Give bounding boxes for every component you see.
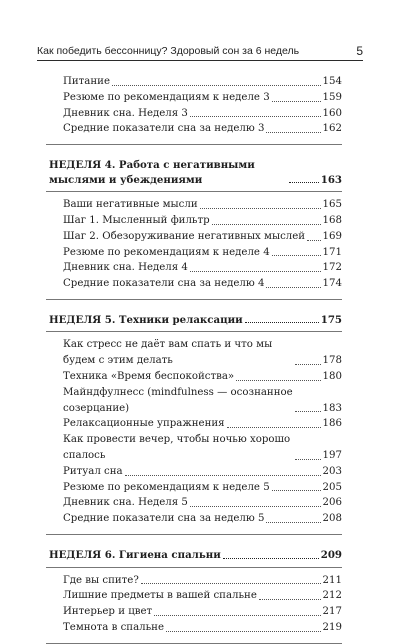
dot-leader bbox=[266, 522, 320, 523]
dot-leader bbox=[112, 85, 321, 86]
toc-entry[interactable]: Техника «Время беспокойства» 180 bbox=[63, 371, 342, 383]
chapter-heading[interactable]: НЕДЕЛЯ 4. Работа с негативными мыслями и убеждениями 163 bbox=[49, 159, 342, 186]
toc-entry[interactable]: Майндфулнесс (mindfulness — осознанное созерцание) 183 bbox=[63, 386, 342, 414]
dot-leader bbox=[295, 459, 321, 460]
book-title: Как победить бессонницу? Здоровый сон за 6 недель bbox=[37, 45, 300, 57]
dot-leader bbox=[266, 287, 320, 288]
toc-section-week-6 bbox=[46, 535, 342, 644]
dot-leader bbox=[190, 506, 321, 507]
dot-leader bbox=[307, 240, 320, 241]
toc-entry[interactable]: Где вы спите? 211 bbox=[63, 574, 342, 586]
dot-leader bbox=[295, 411, 321, 412]
toc-entry[interactable]: Дневник сна. Неделя 3 160 bbox=[63, 107, 342, 119]
toc-entry[interactable]: Резюме по рекомендациям к неделе 5 205 bbox=[63, 481, 342, 493]
dot-leader bbox=[272, 490, 321, 491]
toc-entry[interactable]: Лишние предметы в вашей спальне 212 bbox=[63, 590, 342, 602]
dot-leader bbox=[166, 631, 321, 632]
chapter-heading[interactable]: НЕДЕЛЯ 6. Гигиена спальни 209 bbox=[49, 549, 342, 562]
toc-section-continuation bbox=[46, 71, 342, 145]
dot-leader bbox=[236, 380, 320, 381]
toc-entry[interactable]: Шаг 1. Мысленный фильтр 168 bbox=[63, 214, 342, 226]
dot-leader bbox=[154, 615, 320, 616]
toc-entry[interactable]: Питание 154 bbox=[63, 76, 342, 87]
dot-leader bbox=[272, 101, 321, 102]
dot-leader bbox=[190, 271, 321, 272]
toc-entry[interactable]: Резюме по рекомендациям к неделе 3 159 bbox=[63, 91, 342, 103]
toc-entry[interactable]: Как стресс не даёт вам спать и что мы будем с этим делать 178 bbox=[63, 339, 342, 367]
page-number: 5 bbox=[356, 44, 363, 58]
toc-entry[interactable]: Интерьер и цвет 217 bbox=[63, 606, 342, 618]
toc-entry[interactable]: Средние показатели сна за неделю 4 174 bbox=[63, 278, 342, 290]
chapter-rule bbox=[46, 191, 342, 192]
running-header bbox=[37, 44, 363, 61]
dot-leader bbox=[190, 116, 321, 117]
toc-entry[interactable]: Дневник сна. Неделя 5 206 bbox=[63, 497, 342, 509]
toc-entry[interactable]: Средние показатели сна за неделю 3 162 bbox=[63, 123, 342, 135]
toc-entry[interactable]: Шаг 2. Обезоруживание негативных мыслей 169 bbox=[63, 230, 342, 242]
dot-leader bbox=[272, 255, 321, 256]
dot-leader bbox=[223, 558, 319, 559]
chapter-heading[interactable]: НЕДЕЛЯ 5. Техники релаксации 175 bbox=[49, 313, 342, 326]
chapter-rule bbox=[46, 567, 342, 568]
dot-leader bbox=[259, 599, 321, 600]
toc-entry[interactable]: Темнота в спальне 219 bbox=[63, 621, 342, 633]
dot-leader bbox=[200, 208, 321, 209]
dot-leader bbox=[227, 427, 321, 428]
dot-leader bbox=[212, 224, 321, 225]
toc-section-week-5 bbox=[46, 300, 342, 535]
toc-entry[interactable]: Резюме по рекомендациям к неделе 4 171 bbox=[63, 246, 342, 258]
toc-entry[interactable]: Ваши негативные мысли 165 bbox=[63, 199, 342, 211]
dot-leader bbox=[125, 475, 321, 476]
toc-section-week-4 bbox=[46, 145, 342, 300]
dot-leader bbox=[245, 322, 319, 323]
toc-entry[interactable]: Релаксационные упражнения 186 bbox=[63, 418, 342, 430]
dot-leader bbox=[141, 583, 321, 584]
table-of-contents bbox=[46, 71, 342, 644]
dot-leader bbox=[289, 182, 319, 183]
dot-leader bbox=[295, 364, 321, 365]
toc-entry[interactable]: Как провести вечер, чтобы ночью хорошо спалось 197 bbox=[63, 434, 342, 462]
dot-leader bbox=[266, 132, 320, 133]
toc-entry[interactable]: Дневник сна. Неделя 4 172 bbox=[63, 262, 342, 274]
toc-entry[interactable]: Ритуал сна 203 bbox=[63, 465, 342, 477]
toc-entry[interactable]: Средние показатели сна за неделю 5 208 bbox=[63, 513, 342, 525]
chapter-rule bbox=[46, 331, 342, 332]
